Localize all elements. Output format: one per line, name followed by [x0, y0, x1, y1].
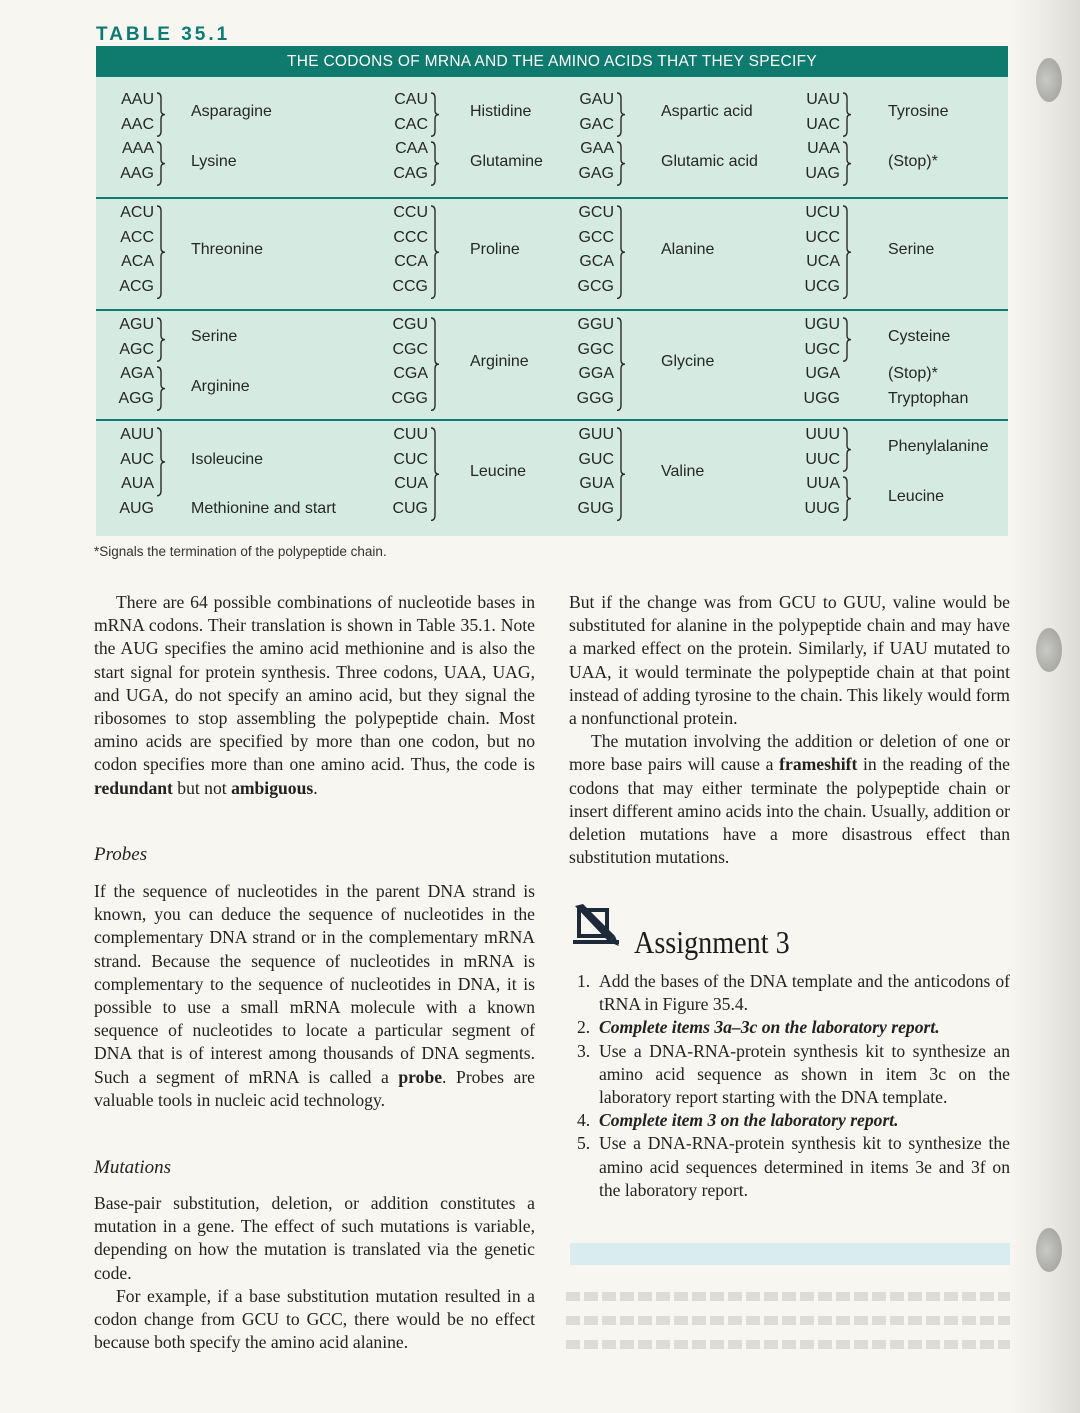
- codon-cell: UGG: [803, 389, 840, 407]
- codon-cell: GUU: [578, 426, 614, 443]
- amino-acid-label: Arginine: [470, 352, 529, 370]
- codon-cell: CUA: [394, 475, 428, 493]
- brace-icon: [841, 427, 853, 472]
- brace-icon: [615, 92, 627, 137]
- text-run: but not: [172, 777, 232, 798]
- amino-acid-label: Glutamic acid: [661, 152, 758, 170]
- mutations-text-2: For example, if a base substitution mutation resulted in a codon change from GCU to GCC, there would be no effect because both specify the amino acid alanine.: [94, 1285, 535, 1353]
- faded-line: [566, 1316, 1010, 1325]
- amino-acid-label: Methionine and start: [191, 499, 336, 517]
- pencil-notebook-icon: [571, 902, 623, 948]
- amino-acid-label: Asparagine: [191, 103, 272, 121]
- amino-acid-label: Arginine: [191, 377, 250, 395]
- codon-cell: UUA: [806, 475, 840, 493]
- step-number: 1.: [577, 971, 591, 991]
- bold-term: frameshift: [779, 754, 858, 775]
- bold-term: redundant: [94, 777, 173, 798]
- codon-cell: CUG: [392, 499, 428, 517]
- amino-acid-label: Leucine: [888, 487, 945, 505]
- codon-cell: UUU: [805, 426, 840, 443]
- step-text: Use a DNA-RNA-protein synthesis kit to synthesize the amino acid sequences determined in items 3e and 3f on the laboratory report.: [599, 1133, 1010, 1200]
- mutations-text-1: Base-pair substitution, deletion, or addition constitutes a mutation in a gene. The effect of such mutations is variable, depending on how the mutation is translated via the genetic code.: [94, 1193, 535, 1283]
- brace-icon: [429, 427, 441, 521]
- brace-icon: [155, 92, 167, 137]
- text-run: .: [313, 777, 318, 798]
- codon-cell: ACU: [120, 204, 154, 221]
- amino-acid-label: Valine: [661, 462, 705, 480]
- codon-cell: GCA: [579, 253, 614, 271]
- codon-cell: UCG: [804, 277, 840, 295]
- amino-acid-label: Tryptophan: [888, 389, 969, 407]
- step-number: 3.: [577, 1040, 591, 1061]
- codon-cell: GGU: [577, 316, 614, 333]
- table-footnote: *Signals the termination of the polypeptide chain.: [94, 544, 387, 559]
- codon-table: [96, 46, 1008, 536]
- bold-term: ambiguous: [231, 777, 314, 798]
- codon-cell: AAG: [120, 164, 154, 182]
- codon-cell: UGC: [804, 340, 840, 358]
- table-divider: [96, 309, 1008, 311]
- amino-acid-label: Serine: [888, 240, 935, 258]
- faded-banner: [570, 1243, 1010, 1265]
- codon-cell: AAA: [121, 140, 154, 158]
- amino-acid-label: Aspartic acid: [661, 103, 753, 121]
- brace-icon: [429, 317, 441, 411]
- text-run: in the reading of the codons that may either terminate the polypeptide chain or insert different amino acids into the chain. Usually, addition or deletion mutations have a more disastrous effect than substitution mutations.: [569, 754, 1010, 868]
- codon-cell: GCG: [577, 277, 614, 295]
- codon-cell: CAC: [394, 115, 428, 133]
- intro-paragraph: [94, 591, 535, 800]
- codon-cell: ACG: [119, 277, 154, 295]
- right-text-2: [569, 730, 1010, 869]
- codon-cell: GCU: [578, 204, 614, 221]
- codon-cell: UGU: [804, 316, 840, 333]
- assignment-step: [569, 1040, 1010, 1110]
- step-text: Use a DNA-RNA-protein synthesis kit to synthesize an amino acid sequence as shown in item 3c on the laboratory report starting with the DNA template.: [599, 1040, 1010, 1108]
- amino-acid-label: Glutamine: [470, 152, 543, 170]
- amino-acid-label: (Stop)*: [888, 152, 938, 170]
- brace-icon: [429, 205, 441, 299]
- assignment-step: [569, 1016, 1010, 1039]
- codon-cell: AGG: [118, 389, 154, 407]
- brace-icon: [429, 92, 441, 137]
- brace-icon: [841, 92, 853, 137]
- text-run: The mutation involving the addition or deletion of one or more base pairs will cause a: [569, 731, 1010, 775]
- codon-cell: GUG: [577, 499, 614, 517]
- step-number: 2.: [577, 1017, 591, 1038]
- amino-acid-label: Tyrosine: [888, 103, 949, 121]
- codon-cell: CCG: [392, 277, 428, 295]
- brace-icon: [841, 141, 853, 186]
- codon-cell: GAU: [579, 91, 614, 108]
- amino-acid-label: Glycine: [661, 352, 715, 370]
- amino-acid-label: Serine: [191, 328, 238, 346]
- assignment-step: [569, 1109, 1010, 1132]
- codon-cell: AAC: [121, 115, 154, 133]
- binder-hole-top: [1036, 58, 1062, 102]
- steps-list: [569, 970, 1010, 1202]
- codon-cell: CCC: [393, 228, 428, 246]
- codon-cell: AUU: [120, 426, 154, 443]
- codon-cell: CUC: [393, 450, 428, 468]
- amino-acid-label: Phenylalanine: [888, 438, 989, 456]
- text-run: If the sequence of nucleotides in the parent DNA strand is known, you can deduce the sequence of nucleotides in the complementary DNA strand or in the complementary mRNA strand. Because the sequence of nucleotides in mRNA is complementary to the sequence of nucleotides in DNA, it is possible to use a small mRNA molecule with a known sequence of nucleotides to locate a particular segment of DNA that is of interest among thousands of DNA segments. Such a segment of mRNA is called a: [94, 881, 535, 1087]
- assignment-steps: [569, 970, 1010, 1202]
- amino-acid-label: Threonine: [191, 240, 264, 258]
- codon-cell: GCC: [578, 228, 614, 246]
- codon-cell: UCA: [806, 253, 840, 271]
- right-text-1: But if the change was from GCU to GUU, valine would be substituted for alanine in the polypeptide chain and may have a marked effect on the protein. Similarly, if UAU mutated to UAA, it would terminate the polypeptide chain at that point instead of adding tyrosine to the chain. This likely would form a nonfunctional protein.: [569, 592, 1010, 729]
- text-run: There are 64 possible combinations of nucleotide bases in mRNA codons. Their translation is shown in Table 35.1. Note the AUG specifies the amino acid methionine and is also the start signal for protein synthesis. Three codons, UAA, UAG, and UGA, do not specify an amino acid, but they signal the ribosomes to stop assembling the polypeptide chain. Most amino acids are specified by more than one codon, but no codon specifies more than one amino acid. Thus, the code is: [94, 592, 535, 775]
- table-divider: [96, 197, 1008, 199]
- codon-cell: CGU: [392, 316, 428, 333]
- codon-cell: CCU: [393, 204, 428, 221]
- amino-acid-label: (Stop)*: [888, 365, 938, 383]
- codon-cell: GAC: [579, 115, 614, 133]
- codon-cell: UAU: [806, 91, 840, 108]
- codon-cell: GAG: [578, 164, 614, 182]
- brace-icon: [155, 427, 167, 497]
- codon-cell: CAG: [393, 164, 428, 182]
- codon-cell: UGA: [805, 365, 840, 383]
- brace-icon: [615, 141, 627, 186]
- codon-cell: UAG: [805, 164, 840, 182]
- codon-cell: CGA: [393, 365, 428, 383]
- text-run: . Probes are valuable tools in nucleic acid technology.: [94, 1066, 535, 1110]
- assignment-step: [569, 970, 1010, 1016]
- brace-icon: [841, 205, 853, 299]
- right-paragraphs: [569, 591, 1010, 869]
- amino-acid-label: Cysteine: [888, 328, 951, 346]
- table-header: THE CODONS OF MRNA AND THE AMINO ACIDS THAT THEY SPECIFY: [96, 46, 1008, 77]
- brace-icon: [155, 366, 167, 411]
- codon-cell: CGC: [392, 340, 428, 358]
- faded-line: [566, 1292, 1010, 1301]
- amino-acid-label: Leucine: [470, 462, 527, 480]
- codon-cell: ACC: [120, 228, 154, 246]
- brace-icon: [615, 205, 627, 299]
- bold-term: probe: [398, 1066, 443, 1087]
- codon-cell: GGA: [578, 365, 614, 383]
- codon-cell: CCA: [394, 253, 428, 271]
- faded-line: [566, 1340, 1010, 1349]
- codon-cell: UAA: [807, 140, 840, 158]
- codon-cell: GUC: [578, 450, 614, 468]
- brace-icon: [429, 141, 441, 186]
- codon-cell: CUU: [393, 426, 428, 443]
- codon-cell: AAU: [121, 91, 154, 108]
- codon-cell: UAC: [806, 115, 840, 133]
- codon-cell: CGG: [391, 389, 428, 407]
- brace-icon: [615, 427, 627, 521]
- probes-paragraph: [94, 880, 535, 1112]
- brace-icon: [155, 205, 167, 299]
- amino-acid-label: Proline: [470, 240, 520, 258]
- mutations-heading: Mutations: [94, 1157, 172, 1178]
- codon-cell: GGC: [577, 340, 614, 358]
- intro-text: [94, 591, 535, 800]
- probes-heading: Probes: [94, 844, 148, 865]
- mutations-paragraphs: [94, 1192, 535, 1354]
- brace-icon: [615, 317, 627, 411]
- step-text: Add the bases of the DNA template and the anticodons of tRNA in Figure 35.4.: [599, 971, 1010, 1015]
- amino-acid-label: Isoleucine: [191, 450, 264, 468]
- assignment-step: [569, 1132, 1010, 1202]
- step-number: 4.: [577, 1110, 591, 1131]
- codon-cell: AUA: [121, 475, 154, 493]
- brace-icon: [841, 476, 853, 521]
- page-edge-shadow: [1010, 0, 1080, 1413]
- amino-acid-label: Histidine: [470, 103, 532, 121]
- step-text: Complete item 3 on the laboratory report.: [599, 1110, 899, 1131]
- codon-cell: ACA: [121, 253, 154, 271]
- brace-icon: [841, 317, 853, 362]
- binder-hole-bottom: [1036, 1228, 1062, 1272]
- codon-cell: AUC: [120, 450, 154, 468]
- codon-cell: AGA: [120, 365, 154, 383]
- codon-cell: UCC: [805, 228, 840, 246]
- codon-cell: GAA: [580, 140, 614, 158]
- probes-text: [94, 880, 535, 1112]
- assignment-title: Assignment 3: [634, 924, 790, 960]
- codon-cell: AUG: [119, 499, 154, 517]
- binder-hole-middle: [1036, 628, 1062, 672]
- codon-cell: CAA: [395, 140, 428, 158]
- codon-cell: AGC: [119, 340, 154, 358]
- codon-cell: AGU: [119, 316, 154, 333]
- codon-cell: GGG: [576, 389, 614, 407]
- table-divider: [96, 419, 1008, 421]
- step-number: 5.: [577, 1133, 591, 1154]
- brace-icon: [155, 141, 167, 186]
- codon-cell: UUC: [805, 450, 840, 468]
- step-text: Complete items 3a–3c on the laboratory report.: [599, 1017, 940, 1038]
- codon-cell: CAU: [394, 91, 428, 108]
- amino-acid-label: Lysine: [191, 152, 237, 170]
- codon-cell: UCU: [805, 204, 840, 221]
- codon-cell: UUG: [804, 499, 840, 517]
- amino-acid-label: Alanine: [661, 240, 715, 258]
- codon-cell: GUA: [579, 475, 614, 493]
- brace-icon: [155, 317, 167, 362]
- table-title: TABLE 35.1: [96, 24, 231, 45]
